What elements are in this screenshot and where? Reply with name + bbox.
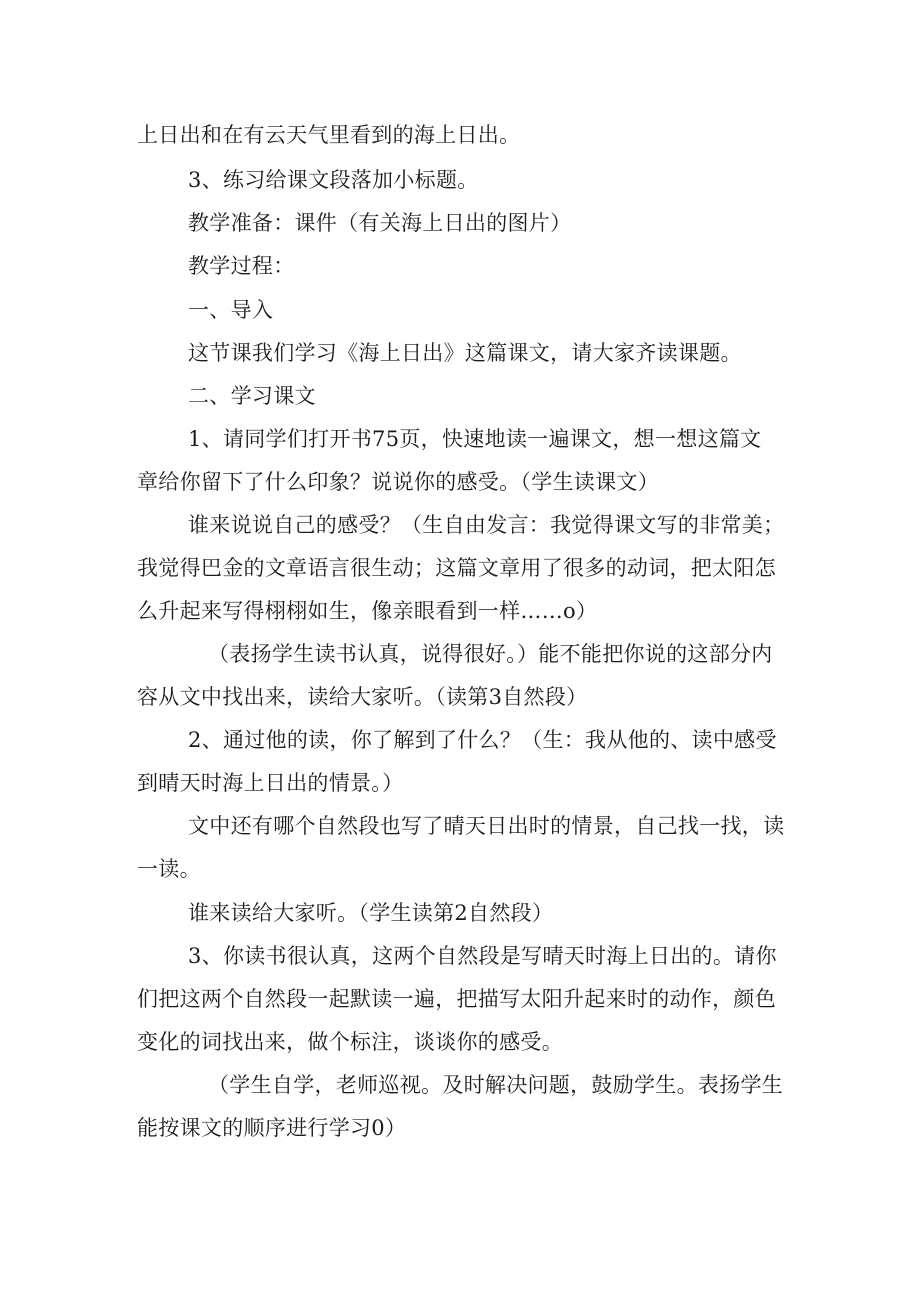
find-paragraph-line-1: 文中还有哪个自然段也写了晴天日出时的情景，自己找一找，读	[188, 814, 785, 838]
section-heading-intro: 一、导入	[188, 298, 274, 322]
step-3-line-1: 3、你读书很认真，这两个自然段是写晴天时海上日出的。请你	[188, 944, 777, 968]
step-3-line-3: 变化的词找出来，做个标注，谈谈你的感受。	[137, 1030, 563, 1054]
teaching-process-heading: 教学过程：	[188, 254, 295, 278]
feedback-line-1: 谁来说说自己的感受？（生自由发言：我觉得课文写的非常美；	[188, 513, 785, 537]
step-3-line-2: 们把这两个自然段一起默读一遍，把描写太阳升起来时的动作，颜色	[137, 987, 776, 1011]
self-study-line-1: （学生自学，老师巡视。及时解决问题，鼓励学生。表扬学生	[208, 1073, 784, 1097]
feedback-line-2: 我觉得巴金的文章语言很生动；这篇文章用了很多的动词，把太阳怎	[137, 556, 776, 580]
intro-paragraph: 这节课我们学习《海上日出》这篇课文，请大家齐读课题。	[188, 341, 742, 365]
feedback-line-3: 么升起来写得栩栩如生，像亲眼看到一样……o）	[137, 599, 598, 623]
step-2-line-1: 2、通过他的读，你了解到了什么？（生：我从他的、读中感受	[188, 728, 777, 752]
step-2-line-2: 到晴天时海上日出的情景。）	[137, 771, 404, 795]
text-line-continuation: 上日出和在有云天气里看到的海上日出。	[137, 123, 521, 147]
self-study-line-2: 能按课文的顺序进行学习0）	[137, 1116, 407, 1140]
section-heading-study: 二、学习课文	[188, 384, 316, 408]
objective-3: 3、练习给课文段落加小标题。	[188, 168, 479, 192]
find-paragraph-line-2: 一读。	[137, 857, 201, 881]
read-aloud-line: 谁来读给大家听。（学生读第2自然段）	[188, 901, 554, 925]
teaching-preparation: 教学准备：课件（有关海上日出的图片）	[188, 211, 572, 235]
praise-line-1: （表扬学生读书认真，说得很好。）能不能把你说的这部分内	[208, 642, 773, 666]
step-1-line-2: 章给你留下了什么印象？说说你的感受。（学生读课文）	[137, 470, 659, 494]
step-1-line-1: 1、请同学们打开书75页，快速地读一遍课文，想一想这篇文	[188, 427, 762, 451]
praise-line-2: 容从文中找出来，读给大家听。（读第3自然段）	[137, 685, 588, 709]
